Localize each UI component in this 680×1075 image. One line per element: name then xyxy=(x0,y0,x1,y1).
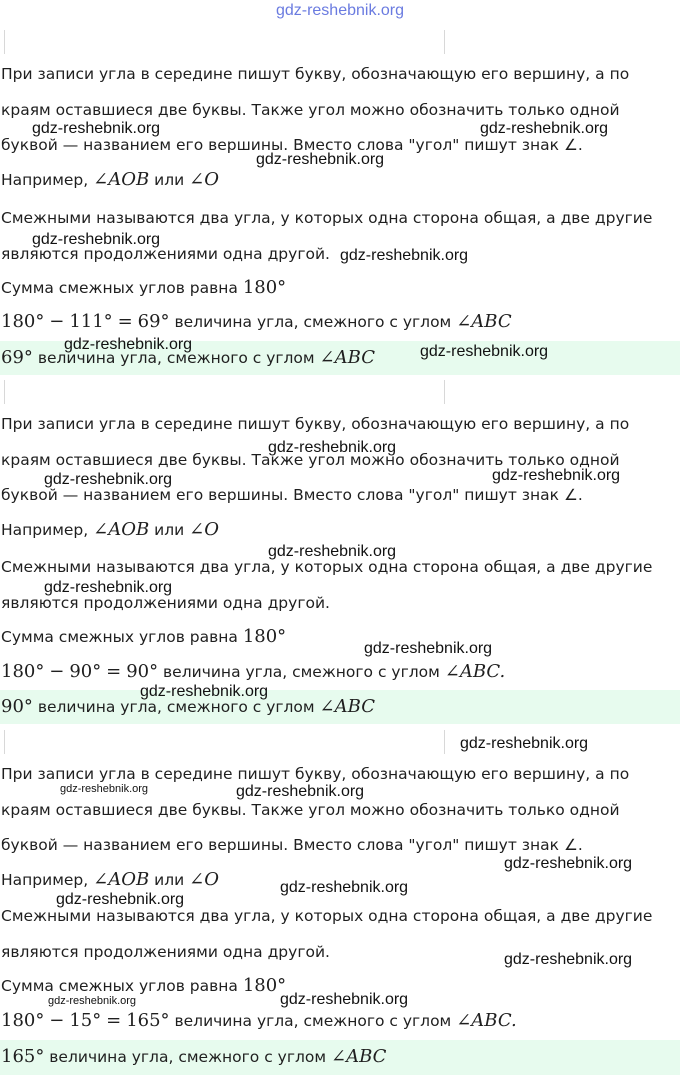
sum-label: Сумма смежных углов равна xyxy=(1,977,238,995)
paragraph-line: являются продолжениями одна другой. xyxy=(1,245,330,263)
adjacent-text: величина угла, смежного с углом xyxy=(49,1048,327,1066)
example-line xyxy=(1,870,219,890)
result-value: 69° xyxy=(137,311,170,332)
example-line xyxy=(1,520,219,540)
divider-bar xyxy=(444,30,445,54)
divider-bar xyxy=(444,730,445,754)
divider-bar xyxy=(444,380,445,404)
watermark: gdz-reshebnik.org xyxy=(492,467,621,484)
sum-label: Сумма смежных углов равна xyxy=(1,279,238,297)
paragraph-line: буквой — названием его вершины. Вместо слова "угол" пишут знак ∠. xyxy=(1,486,583,504)
angle-aob: ∠AOB xyxy=(93,169,150,190)
calculation-line xyxy=(1,1011,517,1031)
deg-180: 180° xyxy=(242,277,287,298)
subtrahend: 111° xyxy=(69,311,113,332)
adjacent-text: величина угла, смежного с углом xyxy=(163,663,440,681)
divider-bar xyxy=(4,730,5,754)
paragraph-line: буквой — названием его вершины. Вместо слова "угол" пишут знак ∠. xyxy=(1,836,583,854)
angle-abc: ∠ABC xyxy=(319,347,375,368)
result-value: 165° xyxy=(126,1010,170,1031)
watermark: gdz-reshebnik.org xyxy=(140,683,269,700)
calculation-line xyxy=(1,312,512,332)
angle-abc: ∠ABC xyxy=(319,696,375,717)
watermark: gdz-reshebnik.org xyxy=(32,231,161,248)
subtrahend: 90° xyxy=(69,661,102,682)
paragraph-line: являются продолжениями одна другой. xyxy=(1,594,330,612)
watermark: gdz-reshebnik.org xyxy=(280,991,409,1008)
sum-line xyxy=(1,976,286,996)
divider-bar xyxy=(4,380,5,404)
angle-aob: ∠AOB xyxy=(93,869,150,890)
answer-box xyxy=(0,690,680,724)
angle-abc: ∠ABC xyxy=(456,1010,511,1031)
watermark: gdz-reshebnik.org xyxy=(44,471,173,488)
calculation-line xyxy=(1,662,505,682)
equals-sign: = xyxy=(106,661,122,682)
watermark: gdz-reshebnik.org xyxy=(268,543,397,560)
watermark: gdz-reshebnik.org xyxy=(48,995,137,1007)
watermark: gdz-reshebnik.org xyxy=(256,151,385,168)
watermark: gdz-reshebnik.org xyxy=(56,891,185,908)
watermark: gdz-reshebnik.org xyxy=(60,783,149,795)
adjacent-text: величина угла, смежного с углом xyxy=(37,698,315,716)
paragraph-line: краям оставшиеся две буквы. Также угол можно обозначить только одной xyxy=(1,451,620,469)
subtrahend: 15° xyxy=(69,1010,102,1031)
watermark: gdz-reshebnik.org xyxy=(480,120,609,137)
watermark: gdz-reshebnik.org xyxy=(280,879,409,896)
angle-o: ∠O xyxy=(189,869,219,890)
trailing-period: . xyxy=(499,661,506,682)
angle-abc: ∠ABC xyxy=(331,1046,387,1067)
angle-aob: ∠AOB xyxy=(93,519,150,540)
answer-value: 90° xyxy=(1,696,33,717)
divider-bar xyxy=(4,30,5,54)
watermark: gdz-reshebnik.org xyxy=(236,783,365,800)
paragraph-line: Смежными называются два угла, у которых одна сторона общая, а две другие xyxy=(1,209,653,227)
paragraph-line: краям оставшиеся две буквы. Также угол можно обозначить только одной xyxy=(1,101,620,119)
answer-value: 69° xyxy=(1,347,33,368)
or-word: или xyxy=(154,871,185,889)
adjacent-text: величина угла, смежного с углом xyxy=(174,313,452,331)
answer-value: 165° xyxy=(1,1046,45,1067)
answer-box xyxy=(0,1040,680,1075)
angle-abc: ∠ABC xyxy=(444,661,500,682)
result-value: 90° xyxy=(126,661,159,682)
equals-sign: = xyxy=(117,311,133,332)
paragraph-line: буквой — названием его вершины. Вместо слова "угол" пишут знак ∠. xyxy=(1,136,583,154)
paragraph-line: Смежными называются два угла, у которых одна сторона общая, а две другие xyxy=(1,558,653,576)
paragraph-line: При записи угла в середине пишут букву, обозначающую его вершину, а по xyxy=(1,415,630,433)
watermark: gdz-reshebnik.org xyxy=(340,247,469,264)
answer-line xyxy=(1,1047,386,1067)
trailing-period: . xyxy=(510,1010,517,1031)
minus-sign: − xyxy=(49,1010,65,1031)
sum-label: Сумма смежных углов равна xyxy=(1,628,238,646)
watermark: gdz-reshebnik.org xyxy=(32,120,161,137)
angle-o: ∠O xyxy=(189,169,219,190)
example-line xyxy=(1,170,219,190)
paragraph-line: являются продолжениями одна другой. xyxy=(1,943,330,961)
angle-abc: ∠ABC xyxy=(456,311,512,332)
adjacent-text: величина угла, смежного с углом xyxy=(174,1012,452,1030)
minus-sign: − xyxy=(49,311,65,332)
paragraph-line: краям оставшиеся две буквы. Также угол можно обозначить только одной xyxy=(1,801,620,819)
deg-180: 180° xyxy=(1,311,45,332)
or-word: или xyxy=(154,171,185,189)
or-word: или xyxy=(154,521,185,539)
equals-sign: = xyxy=(106,1010,122,1031)
watermark: gdz-reshebnik.org xyxy=(268,439,397,456)
paragraph-line: При записи угла в середине пишут букву, обозначающую его вершину, а по xyxy=(1,65,630,83)
deg-180: 180° xyxy=(242,626,287,647)
deg-180: 180° xyxy=(1,661,45,682)
watermark: gdz-reshebnik.org xyxy=(64,336,193,353)
example-label: Например, xyxy=(1,521,89,539)
paragraph-line: Смежными называются два угла, у которых одна сторона общая, а две другие xyxy=(1,907,653,925)
deg-180: 180° xyxy=(1,1010,45,1031)
watermark: gdz-reshebnik.org xyxy=(364,640,493,657)
watermark: gdz-reshebnik.org xyxy=(44,579,173,596)
sum-line xyxy=(1,278,286,298)
minus-sign: − xyxy=(49,661,65,682)
sum-line xyxy=(1,627,286,647)
example-label: Например, xyxy=(1,871,89,889)
paragraph-line: При записи угла в середине пишут букву, обозначающую его вершину, а по xyxy=(1,765,630,783)
watermark: gdz-reshebnik.org xyxy=(504,855,633,872)
watermark: gdz-reshebnik.org xyxy=(420,343,549,360)
watermark: gdz-reshebnik.org xyxy=(504,951,633,968)
example-label: Например, xyxy=(1,171,89,189)
deg-180: 180° xyxy=(242,975,287,996)
adjacent-text: величина угла, смежного с углом xyxy=(37,349,315,367)
site-header[interactable]: gdz-reshebnik.org xyxy=(275,2,405,19)
watermark: gdz-reshebnik.org xyxy=(460,735,589,752)
angle-o: ∠O xyxy=(189,519,219,540)
